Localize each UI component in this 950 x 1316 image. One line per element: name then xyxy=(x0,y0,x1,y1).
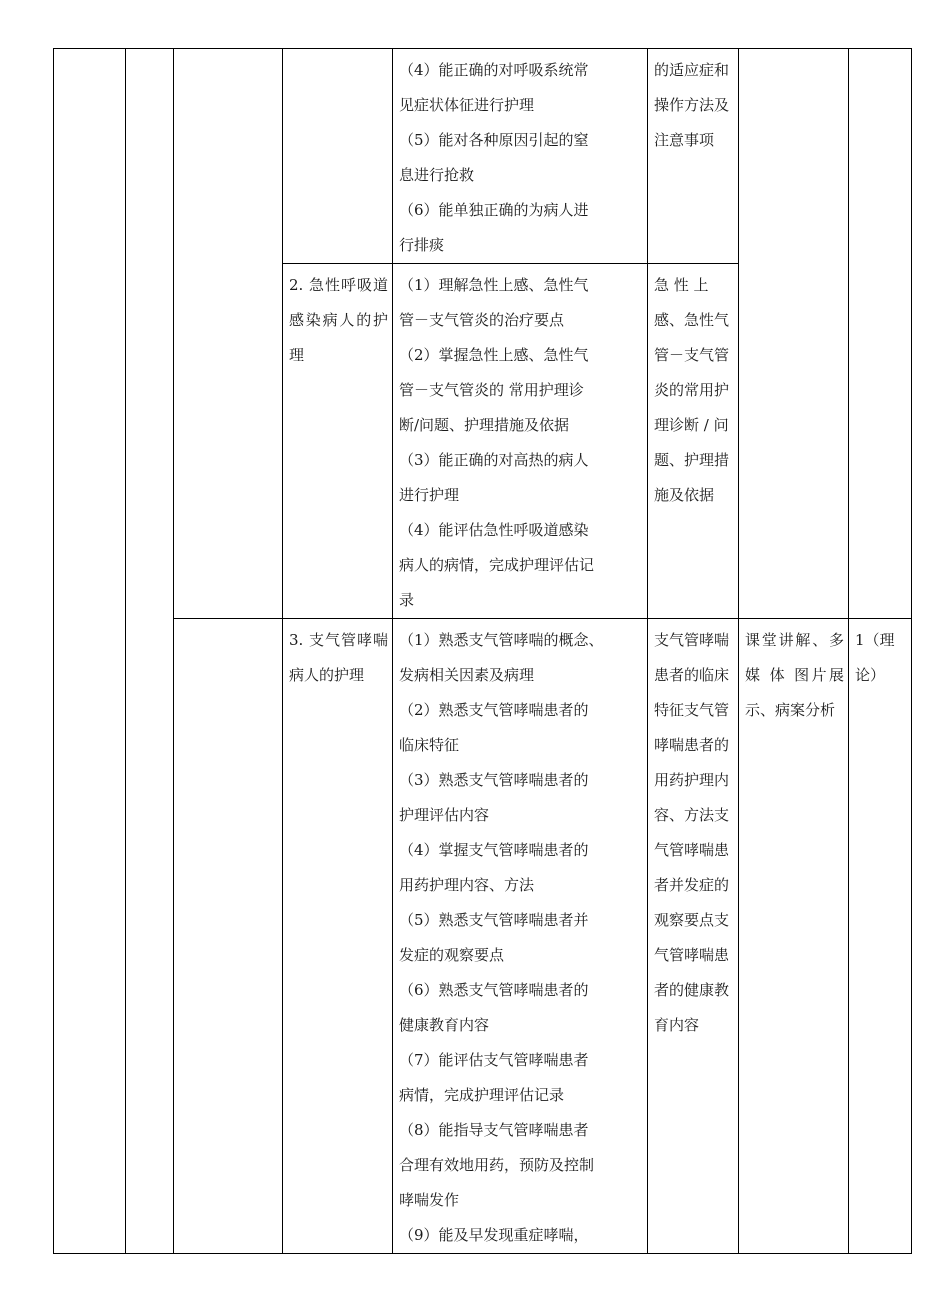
content-line: （6）能单独正确的为病人进 xyxy=(399,201,589,219)
content-line: 病情，完成护理评估记录 xyxy=(399,1086,565,1104)
content-line: （2）熟悉支气管哮喘患者的 xyxy=(399,701,589,719)
keypoints-text: 急 性 上感、急性气管－支气管炎的常用护理诊断 / 问题、护理措施及依据 xyxy=(654,276,730,504)
content-line: 录 xyxy=(399,591,415,609)
content-line: 发病相关因素及病理 xyxy=(399,666,535,684)
content-line: 健康教育内容 xyxy=(399,1016,490,1034)
content-cell xyxy=(393,264,648,619)
content-line: （1）熟悉支气管哮喘的概念、 xyxy=(399,631,604,649)
hours-cell xyxy=(849,49,912,619)
content-line: 断/问题、护理措施及依据 xyxy=(399,416,570,434)
keypoints-cell xyxy=(648,49,739,264)
content-line: （6）熟悉支气管哮喘患者的 xyxy=(399,981,589,999)
content-line: 管－支气管炎的 常用护理诊 xyxy=(399,381,584,399)
content-line: 临床特征 xyxy=(399,736,460,754)
content-line: （3）能正确的对高热的病人 xyxy=(399,451,589,469)
method-text: 课堂讲解、多 媒 体 图片展示、病案分析 xyxy=(745,631,844,719)
content-line: （7）能评估支气管哮喘患者 xyxy=(399,1051,589,1069)
keypoints-cell xyxy=(648,619,739,1254)
module-cell xyxy=(54,49,126,1254)
unit-cell xyxy=(126,49,174,1254)
content-line: （8）能指导支气管哮喘患者 xyxy=(399,1121,589,1139)
content-line: （9）能及早发现重症哮喘， xyxy=(399,1226,589,1244)
content-line: （1）理解急性上感、急性气 xyxy=(399,276,589,294)
keypoints-text: 支气管哮喘患者的临床特征支气管哮喘患者的用药护理内容、方法支气管哮喘患者并发症的观察要点支气管哮喘患者的健康教育内容 xyxy=(654,631,730,1034)
content-line: 发症的观察要点 xyxy=(399,946,505,964)
content-line: （4）掌握支气管哮喘患者的 xyxy=(399,841,589,859)
topic-text: 3. 支气管哮喘病人的护理 xyxy=(289,631,388,684)
content-line: （5）能对各种原因引起的窒 xyxy=(399,131,589,149)
content-line: 息进行抢救 xyxy=(399,166,475,184)
content-line: 行排痰 xyxy=(399,236,445,254)
content-line: 见症状体征进行护理 xyxy=(399,96,535,114)
content-line: 进行护理 xyxy=(399,486,460,504)
chapter-cell xyxy=(174,619,283,1254)
content-line: （4）能正确的对呼吸系统常 xyxy=(399,61,589,79)
topic-text: 2. 急性呼吸道感染病人的护理 xyxy=(289,276,388,364)
topic-cell xyxy=(283,619,393,1254)
keypoints-cell xyxy=(648,264,739,619)
content-line: 病人的病情，完成护理评估记 xyxy=(399,556,595,574)
content-line: 合理有效地用药，预防及控制 xyxy=(399,1156,595,1174)
curriculum-table xyxy=(53,48,912,1254)
hours-text: 1（理论） xyxy=(855,631,895,684)
chapter-cell xyxy=(174,49,283,619)
content-line: 哮喘发作 xyxy=(399,1191,460,1209)
table-row xyxy=(54,49,912,264)
content-line: 管－支气管炎的治疗要点 xyxy=(399,311,565,329)
content-line: （4）能评估急性呼吸道感染 xyxy=(399,521,589,539)
content-line: （3）熟悉支气管哮喘患者的 xyxy=(399,771,589,789)
topic-cell xyxy=(283,49,393,264)
keypoints-text: 的适应症和操作方法及注意事项 xyxy=(654,61,730,149)
method-cell xyxy=(739,619,849,1254)
content-cell xyxy=(393,619,648,1254)
hours-cell xyxy=(849,619,912,1254)
topic-cell xyxy=(283,264,393,619)
method-cell xyxy=(739,49,849,619)
table-row xyxy=(54,619,912,1254)
content-line: （5）熟悉支气管哮喘患者并 xyxy=(399,911,589,929)
content-line: 用药护理内容、方法 xyxy=(399,876,535,894)
content-cell xyxy=(393,49,648,264)
content-line: （2）掌握急性上感、急性气 xyxy=(399,346,589,364)
content-line: 护理评估内容 xyxy=(399,806,490,824)
